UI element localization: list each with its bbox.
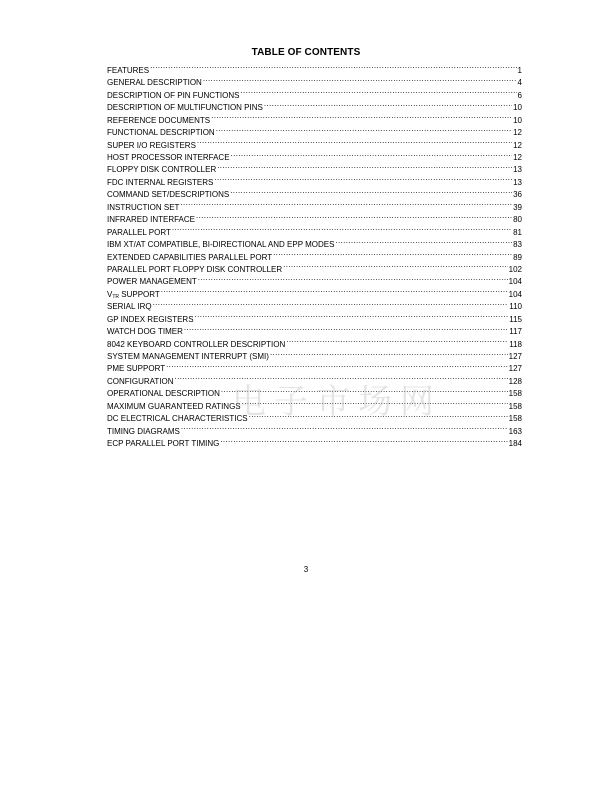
toc-entry-label: OPERATIONAL DESCRIPTION: [107, 389, 220, 399]
dot-leader: [184, 322, 508, 334]
toc-entry-page: 12: [513, 140, 522, 150]
toc-entry-page: 81: [513, 227, 522, 237]
toc-entry-label: INFRARED INTERFACE: [107, 215, 196, 225]
toc-entry-page: 158: [508, 401, 522, 411]
toc-entry-label: DC ELECTRICAL CHARACTERISTICS: [107, 414, 248, 424]
dot-leader: [196, 210, 512, 222]
dot-leader: [216, 123, 512, 135]
toc-title: TABLE OF CONTENTS: [251, 47, 361, 58]
toc-entry-label: GENERAL DESCRIPTION: [107, 78, 202, 88]
toc-entry-label: ECP PARALLEL PORT TIMING: [107, 439, 220, 449]
toc-entry-label: HOST PROCESSOR INTERFACE: [107, 153, 230, 162]
toc-entry-label: SYSTEM MANAGEMENT INTERRUPT (SMI): [107, 352, 269, 361]
toc-entry[interactable]: [107, 284, 522, 300]
toc-entry-page: 80: [513, 215, 522, 225]
toc-entry-label: REFERENCE DOCUMENTS: [107, 115, 211, 125]
dot-leader: [150, 61, 516, 73]
toc-entry-label: COMMAND SET/DESCRIPTIONS: [107, 190, 230, 200]
dot-leader: [221, 384, 508, 396]
toc-entry-page: 127: [508, 352, 522, 361]
dot-leader: [153, 297, 509, 309]
toc-entry-page: 117: [509, 327, 522, 337]
dot-leader: [161, 284, 508, 296]
toc-entry-page: 1: [517, 65, 522, 75]
dot-leader: [286, 334, 508, 346]
toc-entry-page: 39: [513, 202, 522, 212]
toc-entry-page: 89: [513, 252, 522, 262]
dot-leader: [197, 135, 512, 147]
toc-entry-page: 83: [513, 240, 522, 250]
toc-entry-label: SUPER I/O REGISTERS: [107, 140, 196, 150]
dot-leader: [203, 73, 517, 85]
toc-entry-page: 104: [508, 277, 522, 287]
dot-leader: [181, 421, 508, 433]
dot-leader: [198, 272, 508, 284]
dot-leader: [217, 160, 512, 172]
toc-entry-label: DESCRIPTION OF PIN FUNCTIONS: [107, 90, 240, 100]
dot-leader: [211, 110, 512, 122]
dot-leader: [249, 409, 508, 421]
toc-entry-label: FLOPPY DISK CONTROLLER: [107, 165, 217, 175]
toc-entry-page: 184: [508, 439, 522, 449]
dot-leader: [242, 396, 508, 408]
toc-entry[interactable]: [107, 371, 522, 386]
toc-entry-page: 115: [509, 314, 522, 324]
toc-entry-page: 12: [513, 128, 522, 138]
toc-entry-page: 6: [517, 90, 522, 100]
toc-entry[interactable]: [107, 309, 522, 324]
dot-leader: [166, 359, 508, 371]
toc-entry-page: 13: [513, 165, 522, 175]
toc-entry-page: 10: [513, 115, 522, 125]
toc-entry-label: 8042 KEYBOARD CONTROLLER DESCRIPTION: [107, 339, 286, 349]
toc-entry-label: PARALLEL PORT: [107, 227, 171, 237]
toc-entry-label-rest: SUPPORT: [119, 289, 160, 299]
toc-entry-page: 102: [508, 264, 522, 274]
toc-entry-page: 158: [508, 389, 522, 399]
toc-entry-label: PARALLEL PORT FLOPPY DISK CONTROLLER: [107, 264, 283, 274]
toc-entry-label-subscript: TR: [112, 293, 120, 300]
toc-entry-page: 128: [508, 376, 522, 386]
dot-leader: [231, 148, 513, 160]
toc-entry-label: IBM XT/AT COMPATIBLE, BI-DIRECTIONAL AND EPP MODES: [107, 240, 335, 250]
toc-entry-label: EXTENDED CAPABILITIES PARALLEL PORT: [107, 252, 273, 262]
toc-entry-label: FUNCTIONAL DESCRIPTION: [107, 128, 215, 138]
page-number: 3: [303, 565, 309, 574]
toc-entry-page: 118: [509, 339, 522, 349]
toc-entry-page: 36: [513, 190, 522, 200]
toc-entry-page: 4: [517, 78, 522, 88]
toc-entry-label-main: V: [107, 289, 113, 299]
toc-entry[interactable]: [107, 61, 522, 73]
dot-leader: [214, 172, 512, 184]
dot-leader: [264, 98, 512, 110]
dot-leader: [335, 235, 512, 247]
toc-entry-label: FDC INTERNAL REGISTERS: [107, 177, 214, 187]
dot-leader: [270, 347, 508, 359]
toc-entry-page: 163: [508, 426, 522, 436]
toc-entry-page: 158: [508, 414, 522, 424]
dot-leader: [240, 85, 516, 97]
toc-entry-page: 10: [513, 103, 522, 113]
toc-entry-label: TIMING DIAGRAMS: [107, 426, 180, 436]
dot-leader: [283, 260, 507, 272]
toc-entry-label: DESCRIPTION OF MULTIFUNCTION PINS: [107, 103, 263, 113]
dot-leader: [175, 371, 508, 383]
toc-entry[interactable]: [107, 359, 522, 374]
toc-entry-label: POWER MANAGEMENT: [107, 277, 197, 287]
toc-entry-page: 127: [508, 364, 522, 374]
dot-leader: [220, 434, 507, 446]
toc-entry-label: INSTRUCTION SET: [107, 202, 180, 212]
toc-entry-label: MAXIMUM GUARANTEED RATINGS: [107, 401, 241, 411]
dot-leader: [180, 197, 512, 209]
dot-leader: [172, 222, 512, 234]
toc-entry-page: 104: [508, 289, 522, 299]
toc-entry-label: CONFIGURATION: [107, 376, 174, 386]
toc-entry-label: FEATURES: [107, 65, 150, 75]
toc-entry-page: 13: [513, 177, 522, 187]
toc-entry[interactable]: [107, 73, 522, 88]
toc-entry-label: PME SUPPORT: [107, 364, 166, 374]
toc-entry-page: 110: [509, 302, 522, 312]
watermark: 电子市场网: [232, 382, 442, 422]
toc-entry-label: GP INDEX REGISTERS: [107, 314, 194, 324]
toc-entry-page: 12: [513, 153, 522, 162]
dot-leader: [195, 309, 509, 321]
dot-leader: [273, 247, 512, 259]
toc-list: [107, 61, 522, 447]
toc-entry-label: SERIAL IRQ: [107, 302, 152, 312]
toc-entry[interactable]: [107, 297, 522, 312]
dot-leader: [230, 185, 512, 197]
toc-entry-label: WATCH DOG TIMER: [107, 327, 183, 337]
